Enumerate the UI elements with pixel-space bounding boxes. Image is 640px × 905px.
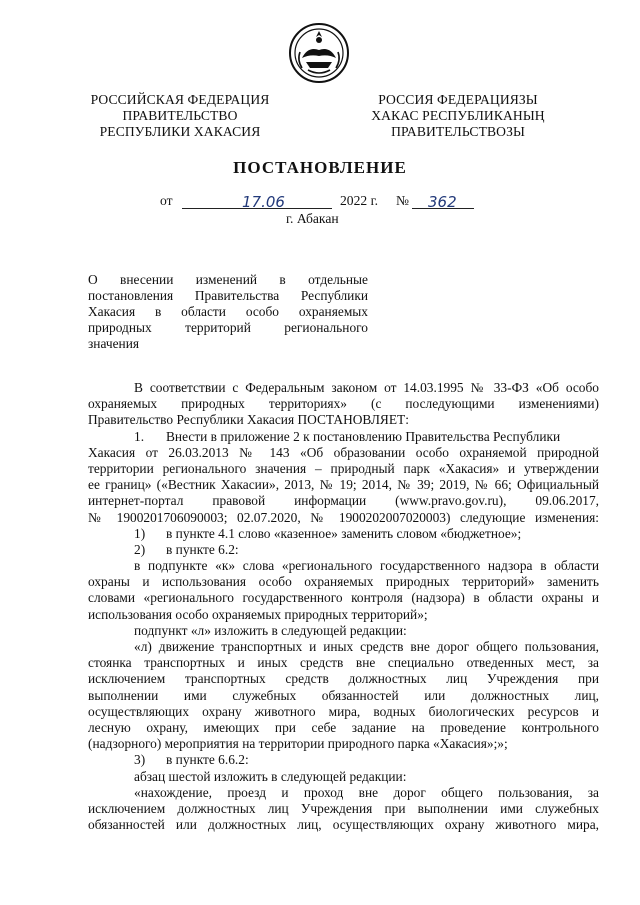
- list-number: 1.: [134, 428, 145, 444]
- body-line: территории регионального значения – природный парк «Хакасия» и утверждении: [88, 460, 599, 476]
- body-line: (надзорного) мероприятия на территории природного парка «Хакасия»;»;: [88, 736, 508, 752]
- body-line: охраны и использования особо охраняемых природных территорий» заменить: [88, 574, 599, 590]
- body-line: в пункте 6.6.2:: [166, 752, 249, 768]
- header-right-line: РОССИЯ ФЕДЕРАЦИЯЗЫ: [378, 92, 538, 107]
- subject-line: Хакасия в области особо охраняемых: [88, 304, 368, 319]
- document-title: ПОСТАНОВЛЕНИЕ: [233, 158, 407, 177]
- body-line: Внести в приложение 2 к постановлению Правительства Республики: [166, 428, 561, 444]
- body-line: В соответствии с Федеральным законом от 14.03.1995 № 33-ФЗ «Об особо: [134, 380, 599, 395]
- body-line: в пункте 4.1 слово «казенное» заменить словом «бюджетное»;: [166, 525, 522, 541]
- header-left-line: ПРАВИТЕЛЬСТВО: [122, 108, 238, 123]
- header-left: [80, 92, 280, 140]
- body-line: исключением должностных лиц Учреждения при выполнении ими служебных: [88, 800, 599, 816]
- body-line: в пункте 6.2:: [166, 541, 239, 557]
- body-line: лесную охрану, имеющих при себе задание на проведение контрольного: [88, 719, 599, 735]
- number-label: №: [396, 193, 409, 208]
- handwritten-date: 17.06: [242, 193, 285, 211]
- subject-line: постановления Правительства Республики: [88, 288, 368, 303]
- header-right-line: ПРАВИТЕЛЬСТВОЗЫ: [391, 124, 525, 139]
- body-line: «л) движение транспортных и иных средств вне дорог общего пользования,: [134, 639, 599, 654]
- body-line: стоянка транспортных и иных средств вне специально отведенных мест, за: [88, 655, 599, 671]
- body-line: обязанностей или должностных лиц, осуществляющих охрану животного мира,: [88, 817, 599, 833]
- body-line: исключением транспортных средств должностных лиц Учреждения при: [88, 671, 599, 687]
- document-body: [88, 380, 599, 833]
- body-line: Правительство Республики Хакасия ПОСТАНОВЛЯЕТ:: [88, 412, 409, 428]
- body-line: Хакасия от 26.03.2013 № 143 «Об образовании особо охраняемой природной: [88, 444, 599, 460]
- body-line: использования особо охраняемых природных территорий»;: [88, 606, 428, 622]
- body-line: выполнении ими служебных обязанностей или должностных лиц,: [88, 687, 599, 703]
- header-left-line: РОССИЙСКАЯ ФЕДЕРАЦИЯ: [90, 92, 270, 107]
- header-left-line: РЕСПУБЛИКИ ХАКАСИЯ: [99, 124, 261, 139]
- list-number: 1): [134, 525, 146, 541]
- body-line: интернет-портал правовой информации (www.pravo.gov.ru), 09.06.2017,: [88, 493, 599, 509]
- list-number: 2): [134, 541, 146, 557]
- body-line: в подпункте «к» слова «регионального государственного надзора в области: [134, 558, 599, 574]
- list-item-2: [88, 542, 599, 558]
- handwritten-number: 362: [428, 193, 457, 211]
- body-line: охраняемых природных территориях» (с последующими изменениями): [88, 396, 599, 412]
- body-line: словами «регионального государственного контроля (надзора) в области охраны и: [88, 590, 599, 606]
- body-line: «нахождение, проезд и проход вне дорог общего пользования, за: [134, 784, 599, 800]
- body-line: ее границ» («Вестник Хакасии», 2013, № 19; 2014, № 39; 2019, № 66; Официальный: [88, 477, 599, 493]
- subject-line: значения: [88, 336, 140, 351]
- body-line: № 1900201706090003; 02.07.2020, № 1900202007020003) следующие изменения:: [88, 509, 599, 525]
- city-label: г. Абакан: [286, 211, 339, 226]
- body-line: осуществляющих охрану животного мира, водных биологических ресурсов и: [88, 703, 599, 719]
- subject-block: [88, 272, 368, 352]
- year-label: 2022 г.: [340, 193, 379, 208]
- coat-of-arms-icon: [288, 22, 350, 84]
- header-right-line: ХАКАС РЕСПУБЛИКАНЫҢ: [371, 108, 545, 123]
- list-item-1: [88, 429, 599, 445]
- body-line: абзац шестой изложить в следующей редакции:: [134, 768, 407, 784]
- subject-line: О внесении изменений в отдельные: [88, 272, 368, 287]
- date-line: [160, 193, 520, 211]
- list-item-3: [88, 752, 599, 768]
- list-number: 3): [134, 752, 146, 768]
- subject-line: природных территорий регионального: [88, 320, 368, 335]
- list-item-1a: [88, 526, 599, 542]
- header-right: [358, 92, 558, 140]
- body-line: подпункт «л» изложить в следующей редакции:: [134, 622, 407, 638]
- from-label: от: [160, 193, 173, 208]
